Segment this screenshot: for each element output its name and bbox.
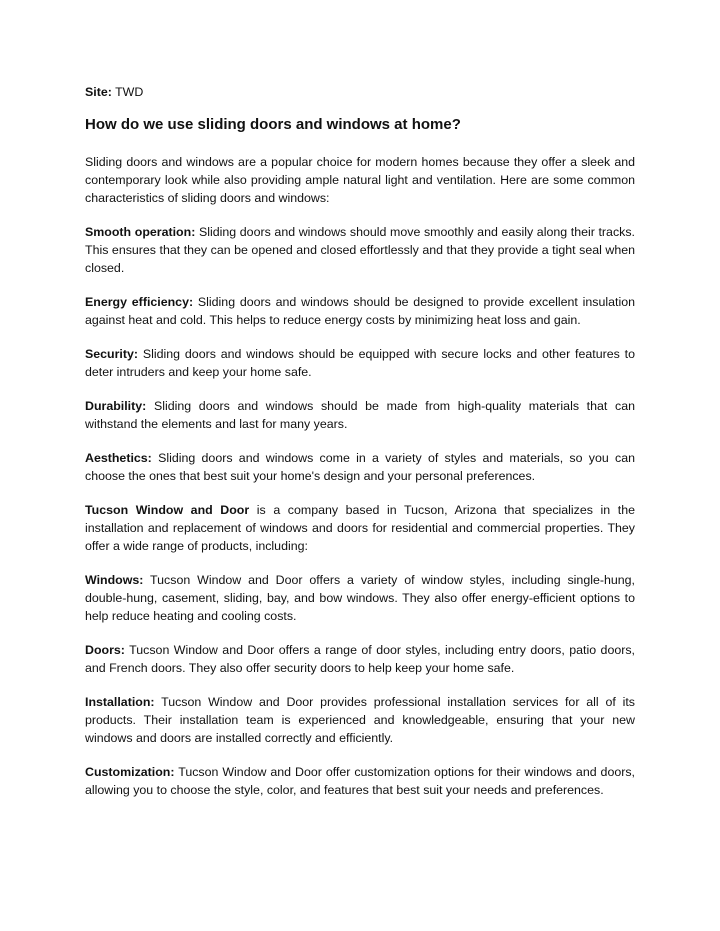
- company-paragraph: [85, 501, 635, 555]
- offering-label: Customization:: [85, 765, 175, 779]
- characteristic-text: Sliding doors and windows should be designed to provide excellent insulation against heat and cold. This helps to reduce energy costs by minimizing heat loss and gain.: [85, 295, 635, 327]
- company-name: Tucson Window and Door: [85, 503, 250, 517]
- characteristic-smooth-operation: [85, 223, 635, 277]
- document-page: [85, 83, 635, 815]
- characteristic-label: Smooth operation:: [85, 225, 196, 239]
- page-title: How do we use sliding doors and windows at home?: [85, 116, 461, 133]
- offering-windows: [85, 571, 635, 625]
- characteristic-text: Sliding doors and windows should be made from high-quality materials that can withstand the elements and last for many years.: [85, 399, 635, 431]
- characteristic-text: Sliding doors and windows should be equipped with secure locks and other features to deter intruders and keep your home safe.: [85, 347, 635, 379]
- characteristic-label: Aesthetics:: [85, 451, 152, 465]
- characteristic-durability: [85, 397, 635, 433]
- offering-text: Tucson Window and Door provides professional installation services for all of its products. Their installation team is experienced and knowledgeable, ensuring that your new windows and doors are installed correctly and efficiently.: [85, 695, 635, 745]
- site-line: [85, 83, 635, 101]
- offering-customization: [85, 763, 635, 799]
- offering-label: Doors:: [85, 643, 125, 657]
- intro-paragraph: Sliding doors and windows are a popular choice for modern homes because they offer a sleek and contemporary look while also providing ample natural light and ventilation. Here are some common characteristics of sliding doors and windows:: [85, 155, 635, 205]
- offering-installation: [85, 693, 635, 747]
- site-label: Site:: [85, 85, 112, 99]
- characteristic-label: Durability:: [85, 399, 147, 413]
- characteristic-label: Security:: [85, 347, 139, 361]
- offering-doors: [85, 641, 635, 677]
- offering-label: Installation:: [85, 695, 155, 709]
- characteristic-text: Sliding doors and windows should move smoothly and easily along their tracks. This ensures that they can be opened and closed effortlessly and that they provide a tight seal when closed.: [85, 225, 635, 275]
- characteristic-label: Energy efficiency:: [85, 295, 194, 309]
- offering-text: Tucson Window and Door offer customization options for their windows and doors, allowing you to choose the style, color, and features that best suit your needs and preferences.: [85, 765, 635, 797]
- characteristic-aesthetics: [85, 449, 635, 485]
- characteristic-security: [85, 345, 635, 381]
- company-text: is a company based in Tucson, Arizona that specializes in the installation and replacement of windows and doors for residential and commercial properties. They offer a wide range of products, including:: [85, 503, 635, 553]
- offering-text: Tucson Window and Door offers a variety of window styles, including single-hung, double-hung, casement, sliding, bay, and bow windows. They also offer energy-efficient options to help reduce heating and cooling costs.: [85, 573, 635, 623]
- offering-text: Tucson Window and Door offers a range of door styles, including entry doors, patio doors, and French doors. They also offer security doors to help keep your home safe.: [85, 643, 635, 675]
- site-value: TWD: [111, 85, 144, 99]
- characteristic-text: Sliding doors and windows come in a variety of styles and materials, so you can choose the ones that best suit your home's design and your personal preferences.: [85, 451, 635, 483]
- characteristic-energy-efficiency: [85, 293, 635, 329]
- offering-label: Windows:: [85, 573, 144, 587]
